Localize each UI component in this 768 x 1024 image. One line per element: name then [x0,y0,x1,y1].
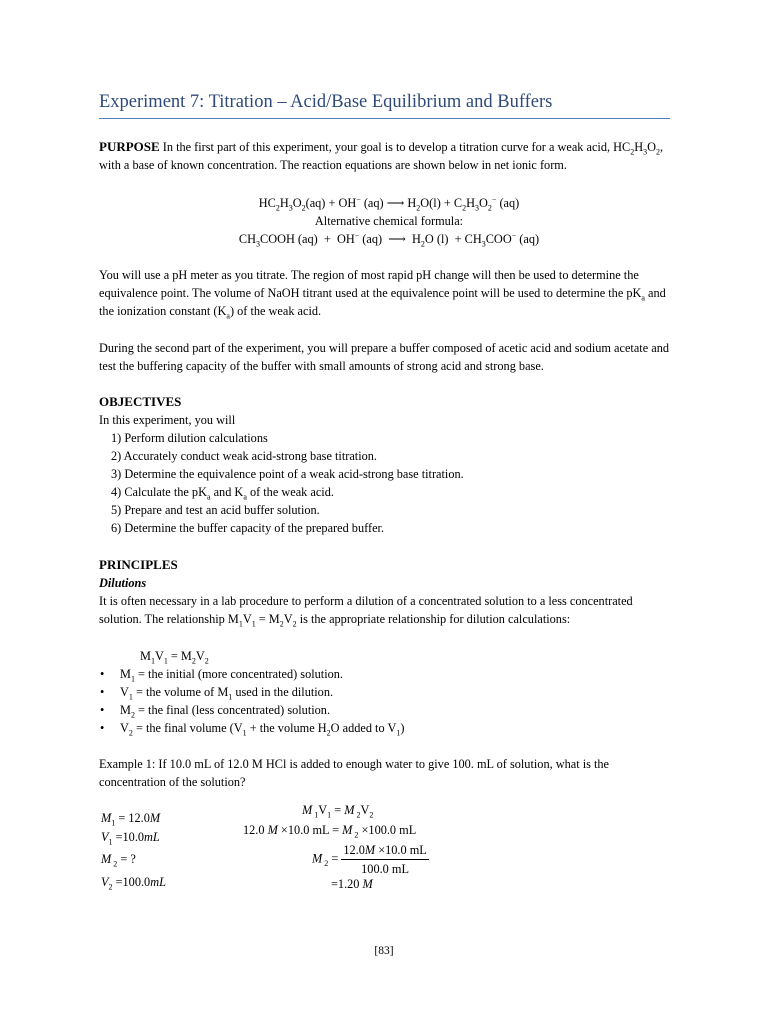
principles-heading: PRINCIPLES [99,557,178,572]
list-item: 1) Perform dilution calculations [111,431,268,445]
list-item: 2) Accurately conduct weak acid-strong base titration. [111,449,377,463]
purpose-text-2: with a base of known concentration. The reaction equations are shown below in net ionic form. [99,158,567,172]
equation-1: $HC_2H_3O_2(aq) + OH^-$ (aq) ⟶ $H_2O(l) + C_2H_3O_2^-$ (aq) [258,194,520,213]
list-item: 5) Prepare and test an acid buffer solution. [111,503,320,517]
list-item: 6) Determine the buffer capacity of the prepared buffer. [111,521,385,535]
list-item: • $M_2$ = the final (less concentrated) solution. [100,703,331,720]
title-underline [99,118,670,119]
variable-list [100,665,680,737]
page-title: Experiment 7: Titration – Acid/Base Equilibrium and Buffers [99,92,553,112]
solution-step-3: M $_2$ = $\frac{12.0M \times 10.0 mL}{100.0 mL}$ [312,843,427,876]
dilution-formula: $M_1V_1 = M_2V_2$ [140,649,209,666]
list-item: • $V_2$ = the final volume ($V_1$ + the volume $H_2O$ added to $V_1$) [100,721,405,738]
purpose-text-1: In the first part of this experiment, your goal is to develop a titration curve for a weak acid, HC [159,140,631,154]
given-v1: $V_1 =10.0mL$ [101,830,160,847]
dilutions-subheading: Dilutions [99,576,147,590]
equation-2: $CH_3COOH$ (aq) + OH− (aq) ⟶ $H_2O$ $(l) + CH_3COO^-$ (aq) [238,230,540,249]
principles-section: PRINCIPLES Dilutions It is often necessary in a lab procedure to perform a dilution of a concentrated solution to a less concentrated solution. The relationship $M_1V_1 = M_2V_2$ is the appropriate relationship for dilution calculations: [99,556,679,628]
reaction-equations [99,194,679,248]
solution-step-1: M $_1V_1 = M$ $_2V_2$ [302,803,374,820]
given-m1: $M_1 = 12.0M$ [101,811,161,828]
solution-step-2: 12.0 M ×10.0 mL = M $_2$ ×100.0 mL [243,823,417,840]
given-v2: $V_2 =100.0mL$ [101,875,166,892]
list-item: 3) Determine the equivalence point of a weak acid-strong base titration. [111,467,464,481]
list-item: 4) Calculate the $pK_a$ and $K_a$ of the weak acid. [111,485,334,502]
solution-result: =1.20 M [331,877,373,891]
purpose-heading: PURPOSE [99,139,160,154]
example-1: Example 1: If 10.0 mL of 12.0 M HCl is added to enough water to give 100. mL of solution, what is the concentration of the solution? [99,757,610,789]
list-item: • $V_1$ = the volume of $M_1$ used in the dilution. [100,685,334,702]
objectives-section [99,393,679,537]
purpose-section: PURPOSE In the first part of this experiment, your goal is to develop a titration curve for a weak acid, $HC_2H_3O_2$, with a base of known concentration. The reaction equations are shown below in net ionic form. [99,138,679,174]
objectives-heading: OBJECTIVES [99,394,182,409]
given-m2: M $_2$ = ? [101,852,136,869]
paragraph-buffer: During the second part of the experiment, you will prepare a buffer composed of acetic acid and sodium acetate and test the buffering capacity of the buffer with small amounts of strong acid and strong base. [99,341,669,373]
alt-formula-label: Alternative chemical formula: [314,214,464,228]
paragraph-ph-meter: You will use a pH meter as you titrate. The region of most rapid pH change will then be used to determine the equivalence point. The volume of NaOH titrant used at the equivalence point will be used to determine the $pK_a$ and the ionization constant $(K_a)$ of the weak acid. [99,268,666,321]
list-item: • $M_1$ = the initial (more concentrated) solution. [100,667,344,684]
objectives-intro: In this experiment, you will [99,413,236,427]
page-number: [83] [374,945,394,957]
